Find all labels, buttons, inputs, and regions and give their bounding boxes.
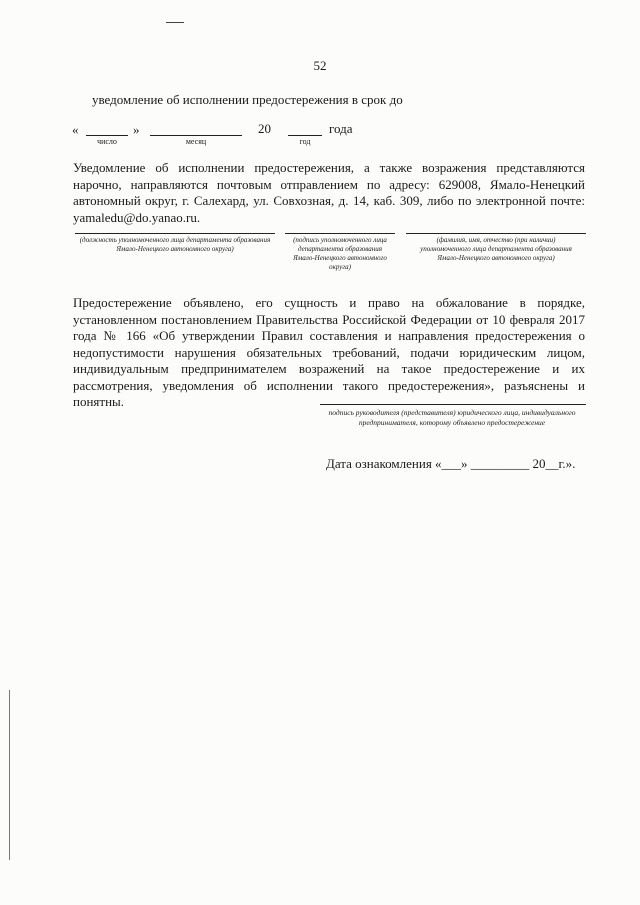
page-number: 52 [313,58,327,73]
quote-close: » [133,122,140,137]
signature-caption: (подпись уполномоченного лица департамента образования Ямало-Ненецкого автономного округа) [293,236,387,271]
label-day: число [97,137,117,146]
fullname-line [406,233,586,234]
notice-paragraph: Уведомление об исполнении предостережения, а также возражения представляются нарочно, направляются почтовым отправлением по адресу: 629008, Ямало-Ненецкий автономный округ, г. Салехард, ул. Совхозная, д. 14, каб. 309, либо по электронной почте: yamaledu@do.yanao.ru. [73,160,585,225]
deadline-text: уведомление об исполнении предостережения в срок до [92,92,403,107]
year-suffix: года [329,121,353,136]
signature-line [285,233,395,234]
month-blank [150,121,242,136]
recipient-signature-caption: подпись руководителя (представителя) юридического лица, индивидуального предпринимателя, которому объявлено предостережение [328,408,576,427]
day-blank [86,121,128,136]
fullname-caption: (фамилия, имя, отчество (при наличии) уполномоченного лица департамента образования Ямало-Ненецкого автономного округа) [420,236,572,262]
acquaintance-date: Дата ознакомления «___» _________ 20__г.». [326,456,576,471]
quote-open: « [72,122,79,137]
scan-edge-line [9,690,10,860]
year-blank [288,121,322,136]
label-month: месяц [185,137,207,146]
announcement-paragraph: Предостережение объявлено, его сущность и право на обжалование в порядке, установленном постановлением Правительства Российской Федерации от 10 февраля 2017 года № 166 «Об утверждении Правил составления и направления предостережения о недопустимости нарушения обязательных требований, подачи юридическим лицом, индивидуальным предпринимателем возражений на такое предостережение и их рассмотрения, уведомления об исполнении такого предостережения», разъяснены и понятны. [73,295,585,409]
scan-mark [166,22,184,23]
recipient-signature-line [320,404,586,405]
label-year: год [299,137,311,146]
century-text: 20 [258,121,271,136]
position-line [75,233,275,234]
position-caption: (должность уполномоченного лица департамента образования Ямало-Ненецкого автономного округа) [79,236,271,253]
